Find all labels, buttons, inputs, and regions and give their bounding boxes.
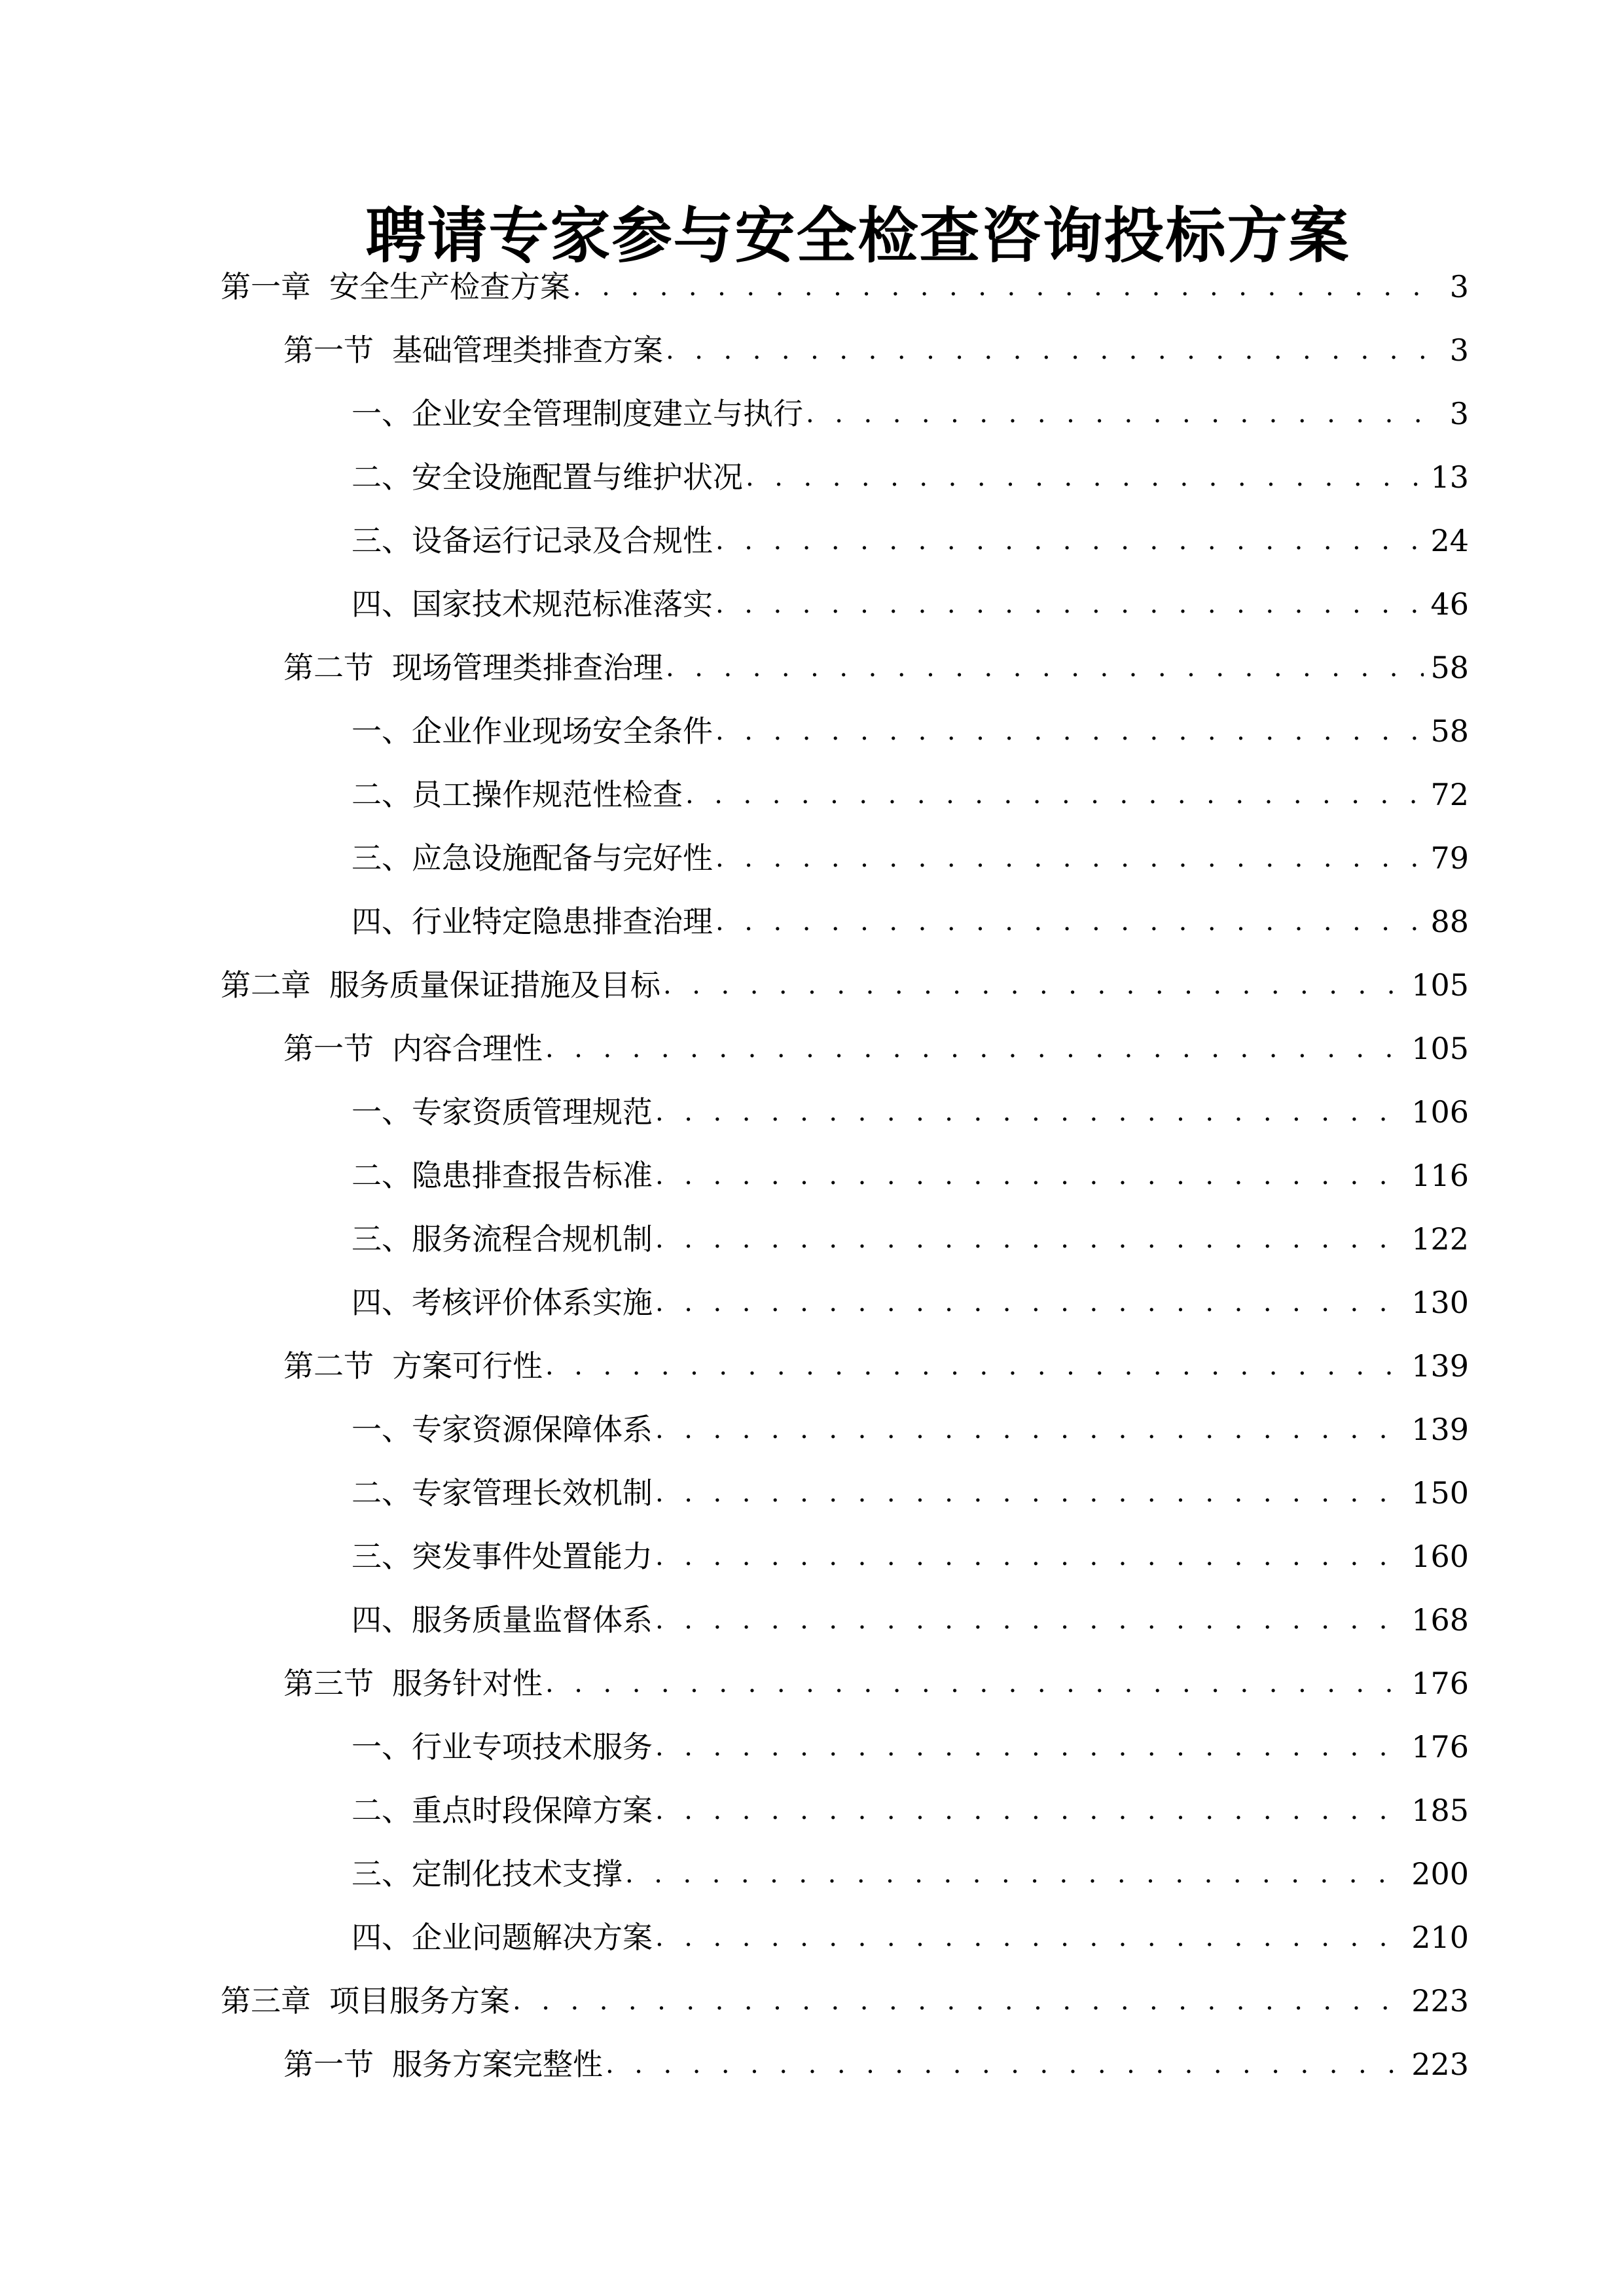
toc-leader-dots bbox=[655, 1208, 1405, 1271]
toc-entry[interactable] bbox=[0, 1779, 1624, 1842]
toc-entry[interactable] bbox=[0, 700, 1624, 763]
toc-leader-dots bbox=[746, 446, 1424, 509]
toc-entry-label: 国家技术规范标准落实 bbox=[412, 586, 713, 622]
toc-entry-number: 第二节 bbox=[283, 650, 374, 685]
toc-entry[interactable] bbox=[0, 573, 1624, 636]
toc-entry[interactable] bbox=[0, 255, 1624, 319]
toc-entry[interactable] bbox=[0, 2033, 1624, 2096]
toc-leader-dots bbox=[715, 509, 1424, 573]
toc-entry-number: 三、 bbox=[352, 1539, 412, 1574]
toc-entry[interactable] bbox=[0, 1525, 1624, 1588]
toc-entry-number: 第三章 bbox=[221, 1983, 311, 2018]
toc-entry[interactable] bbox=[0, 1652, 1624, 1715]
toc-entry-label: 员工操作规范性检查 bbox=[412, 777, 683, 812]
toc-entry-label: 服务针对性 bbox=[392, 1666, 543, 1701]
toc-entry-number: 二、 bbox=[352, 1158, 412, 1193]
toc-leader-dots bbox=[545, 1017, 1405, 1081]
toc-entry-number: 二、 bbox=[352, 1793, 412, 1828]
toc-entry-number: 第三节 bbox=[283, 1666, 374, 1701]
toc-entry-page-number: 58 bbox=[1430, 713, 1469, 749]
toc-entry-page-number: 13 bbox=[1430, 459, 1469, 495]
toc-entry-label: 考核评价体系实施 bbox=[412, 1285, 653, 1320]
toc-leader-dots bbox=[715, 827, 1424, 890]
toc-entry-label: 隐患排查报告标准 bbox=[412, 1158, 653, 1193]
toc-entry-page-number: 210 bbox=[1411, 1920, 1469, 1955]
toc-entry-number: 一、 bbox=[352, 396, 412, 431]
toc-entry-number: 二、 bbox=[352, 459, 412, 495]
toc-leader-dots bbox=[715, 700, 1424, 763]
toc-entry-page-number: 200 bbox=[1411, 1856, 1469, 1892]
toc-entry[interactable] bbox=[0, 827, 1624, 890]
toc-entry[interactable] bbox=[0, 1271, 1624, 1335]
toc-entry-label: 服务质量监督体系 bbox=[412, 1602, 653, 1638]
toc-entry-page-number: 72 bbox=[1430, 777, 1469, 812]
toc-leader-dots bbox=[663, 954, 1405, 1017]
toc-entry[interactable] bbox=[0, 509, 1624, 573]
toc-entry-page-number: 130 bbox=[1411, 1285, 1469, 1320]
toc-entry-number: 第一章 bbox=[221, 269, 311, 304]
toc-leader-dots bbox=[655, 1715, 1405, 1779]
toc-entry-label: 服务质量保证措施及目标 bbox=[329, 967, 660, 1003]
toc-leader-dots bbox=[655, 1779, 1405, 1842]
toc-entry-number: 四、 bbox=[352, 904, 412, 939]
toc-leader-dots bbox=[655, 1271, 1405, 1335]
toc-entry[interactable] bbox=[0, 319, 1624, 382]
toc-entry-number: 三、 bbox=[352, 1221, 412, 1257]
toc-entry-number: 第一节 bbox=[283, 2047, 374, 2082]
toc-leader-dots bbox=[715, 573, 1424, 636]
toc-entry-label: 应急设施配备与完好性 bbox=[412, 840, 713, 876]
toc-entry-number: 第一节 bbox=[283, 1031, 374, 1066]
toc-entry-label: 基础管理类排查方案 bbox=[392, 332, 663, 368]
toc-entry-label: 行业专项技术服务 bbox=[412, 1729, 653, 1765]
toc-entry[interactable] bbox=[0, 1144, 1624, 1208]
toc-entry-number: 第二节 bbox=[283, 1348, 374, 1384]
toc-leader-dots bbox=[573, 255, 1443, 319]
toc-entry-page-number: 3 bbox=[1449, 396, 1469, 431]
toc-entry-page-number: 160 bbox=[1411, 1539, 1469, 1574]
toc-entry[interactable] bbox=[0, 1715, 1624, 1779]
toc-entry-number: 三、 bbox=[352, 840, 412, 876]
toc-entry-page-number: 139 bbox=[1411, 1412, 1469, 1447]
toc-leader-dots bbox=[655, 1462, 1405, 1525]
toc-entry-label: 企业问题解决方案 bbox=[412, 1920, 653, 1955]
toc-entry-page-number: 176 bbox=[1411, 1666, 1469, 1701]
toc-entry-label: 突发事件处置能力 bbox=[412, 1539, 653, 1574]
toc-entry-label: 安全生产检查方案 bbox=[329, 269, 570, 304]
toc-entry-page-number: 24 bbox=[1430, 523, 1469, 558]
toc-entry-page-number: 58 bbox=[1430, 650, 1469, 685]
toc-entry-page-number: 223 bbox=[1411, 1983, 1469, 2018]
toc-leader-dots bbox=[655, 1525, 1405, 1588]
toc-entry-label: 行业特定隐患排查治理 bbox=[412, 904, 713, 939]
toc-entry-label: 服务流程合规机制 bbox=[412, 1221, 653, 1257]
toc-entry-page-number: 223 bbox=[1411, 2047, 1469, 2082]
toc-entry[interactable] bbox=[0, 1398, 1624, 1462]
toc-entry[interactable] bbox=[0, 763, 1624, 827]
toc-entry[interactable] bbox=[0, 1017, 1624, 1081]
toc-entry-label: 专家资质管理规范 bbox=[412, 1094, 653, 1130]
toc-entry-page-number: 3 bbox=[1449, 332, 1469, 368]
toc-leader-dots bbox=[655, 1144, 1405, 1208]
toc-leader-dots bbox=[513, 1969, 1405, 2033]
toc-entry-label: 项目服务方案 bbox=[329, 1983, 510, 2018]
toc-entry[interactable] bbox=[0, 446, 1624, 509]
toc-leader-dots bbox=[655, 1588, 1405, 1652]
toc-entry-number: 二、 bbox=[352, 1475, 412, 1511]
toc-entry-label: 企业安全管理制度建立与执行 bbox=[412, 396, 803, 431]
toc-entry[interactable] bbox=[0, 382, 1624, 446]
toc-entry-number: 一、 bbox=[352, 713, 412, 749]
toc-entry[interactable] bbox=[0, 1335, 1624, 1398]
toc-entry-number: 四、 bbox=[352, 586, 412, 622]
toc-entry[interactable] bbox=[0, 1842, 1624, 1906]
document-title: 聘请专家参与安全检查咨询投标方案 bbox=[365, 200, 1350, 271]
toc-entry-label: 专家资源保障体系 bbox=[412, 1412, 653, 1447]
toc-entry-number: 四、 bbox=[352, 1285, 412, 1320]
toc-entry-label: 重点时段保障方案 bbox=[412, 1793, 653, 1828]
toc-entry-page-number: 185 bbox=[1411, 1793, 1469, 1828]
toc-entry-page-number: 105 bbox=[1411, 1031, 1469, 1066]
toc-entry-page-number: 150 bbox=[1411, 1475, 1469, 1511]
toc-leader-dots bbox=[655, 1081, 1405, 1144]
toc-entry-number: 四、 bbox=[352, 1920, 412, 1955]
toc-entry-number: 一、 bbox=[352, 1729, 412, 1765]
toc-entry-label: 安全设施配置与维护状况 bbox=[412, 459, 743, 495]
toc-entry-number: 二、 bbox=[352, 777, 412, 812]
toc-entry-label: 服务方案完整性 bbox=[392, 2047, 603, 2082]
toc-entry-page-number: 139 bbox=[1411, 1348, 1469, 1384]
toc-entry-page-number: 88 bbox=[1430, 904, 1469, 939]
toc-entry-number: 第一节 bbox=[283, 332, 374, 368]
table-of-contents bbox=[0, 255, 1624, 2096]
toc-leader-dots bbox=[715, 890, 1424, 954]
toc-entry-number: 三、 bbox=[352, 523, 412, 558]
toc-leader-dots bbox=[806, 382, 1443, 446]
toc-leader-dots bbox=[655, 1906, 1405, 1969]
toc-entry-page-number: 176 bbox=[1411, 1729, 1469, 1765]
toc-entry[interactable] bbox=[0, 1969, 1624, 2033]
toc-entry[interactable] bbox=[0, 1462, 1624, 1525]
toc-entry-number: 一、 bbox=[352, 1412, 412, 1447]
toc-leader-dots bbox=[685, 763, 1424, 827]
toc-leader-dots bbox=[666, 319, 1443, 382]
toc-entry-label: 方案可行性 bbox=[392, 1348, 543, 1384]
toc-entry-page-number: 116 bbox=[1411, 1158, 1469, 1193]
toc-entry-page-number: 3 bbox=[1449, 269, 1469, 304]
toc-entry-page-number: 46 bbox=[1430, 586, 1469, 622]
toc-entry-page-number: 168 bbox=[1411, 1602, 1469, 1638]
toc-leader-dots bbox=[605, 2033, 1405, 2096]
toc-entry[interactable] bbox=[0, 636, 1624, 700]
toc-entry-page-number: 79 bbox=[1430, 840, 1469, 876]
toc-entry-number: 一、 bbox=[352, 1094, 412, 1130]
toc-entry-number: 四、 bbox=[352, 1602, 412, 1638]
toc-entry[interactable] bbox=[0, 1906, 1624, 1969]
toc-entry[interactable] bbox=[0, 1208, 1624, 1271]
toc-leader-dots bbox=[545, 1652, 1405, 1715]
toc-entry-page-number: 122 bbox=[1411, 1221, 1469, 1257]
toc-leader-dots bbox=[655, 1398, 1405, 1462]
toc-entry-label: 专家管理长效机制 bbox=[412, 1475, 653, 1511]
toc-leader-dots bbox=[666, 636, 1424, 700]
toc-entry-page-number: 105 bbox=[1411, 967, 1469, 1003]
toc-entry-label: 内容合理性 bbox=[392, 1031, 543, 1066]
toc-entry[interactable] bbox=[0, 1588, 1624, 1652]
toc-entry[interactable] bbox=[0, 1081, 1624, 1144]
toc-leader-dots bbox=[545, 1335, 1405, 1398]
toc-entry-number: 第二章 bbox=[221, 967, 311, 1003]
toc-entry-label: 定制化技术支撑 bbox=[412, 1856, 623, 1892]
toc-entry[interactable] bbox=[0, 954, 1624, 1017]
toc-entry-label: 企业作业现场安全条件 bbox=[412, 713, 713, 749]
toc-entry-number: 三、 bbox=[352, 1856, 412, 1892]
toc-entry-label: 现场管理类排查治理 bbox=[392, 650, 663, 685]
toc-entry[interactable] bbox=[0, 890, 1624, 954]
toc-entry-label: 设备运行记录及合规性 bbox=[412, 523, 713, 558]
toc-leader-dots bbox=[625, 1842, 1405, 1906]
toc-entry-page-number: 106 bbox=[1411, 1094, 1469, 1130]
